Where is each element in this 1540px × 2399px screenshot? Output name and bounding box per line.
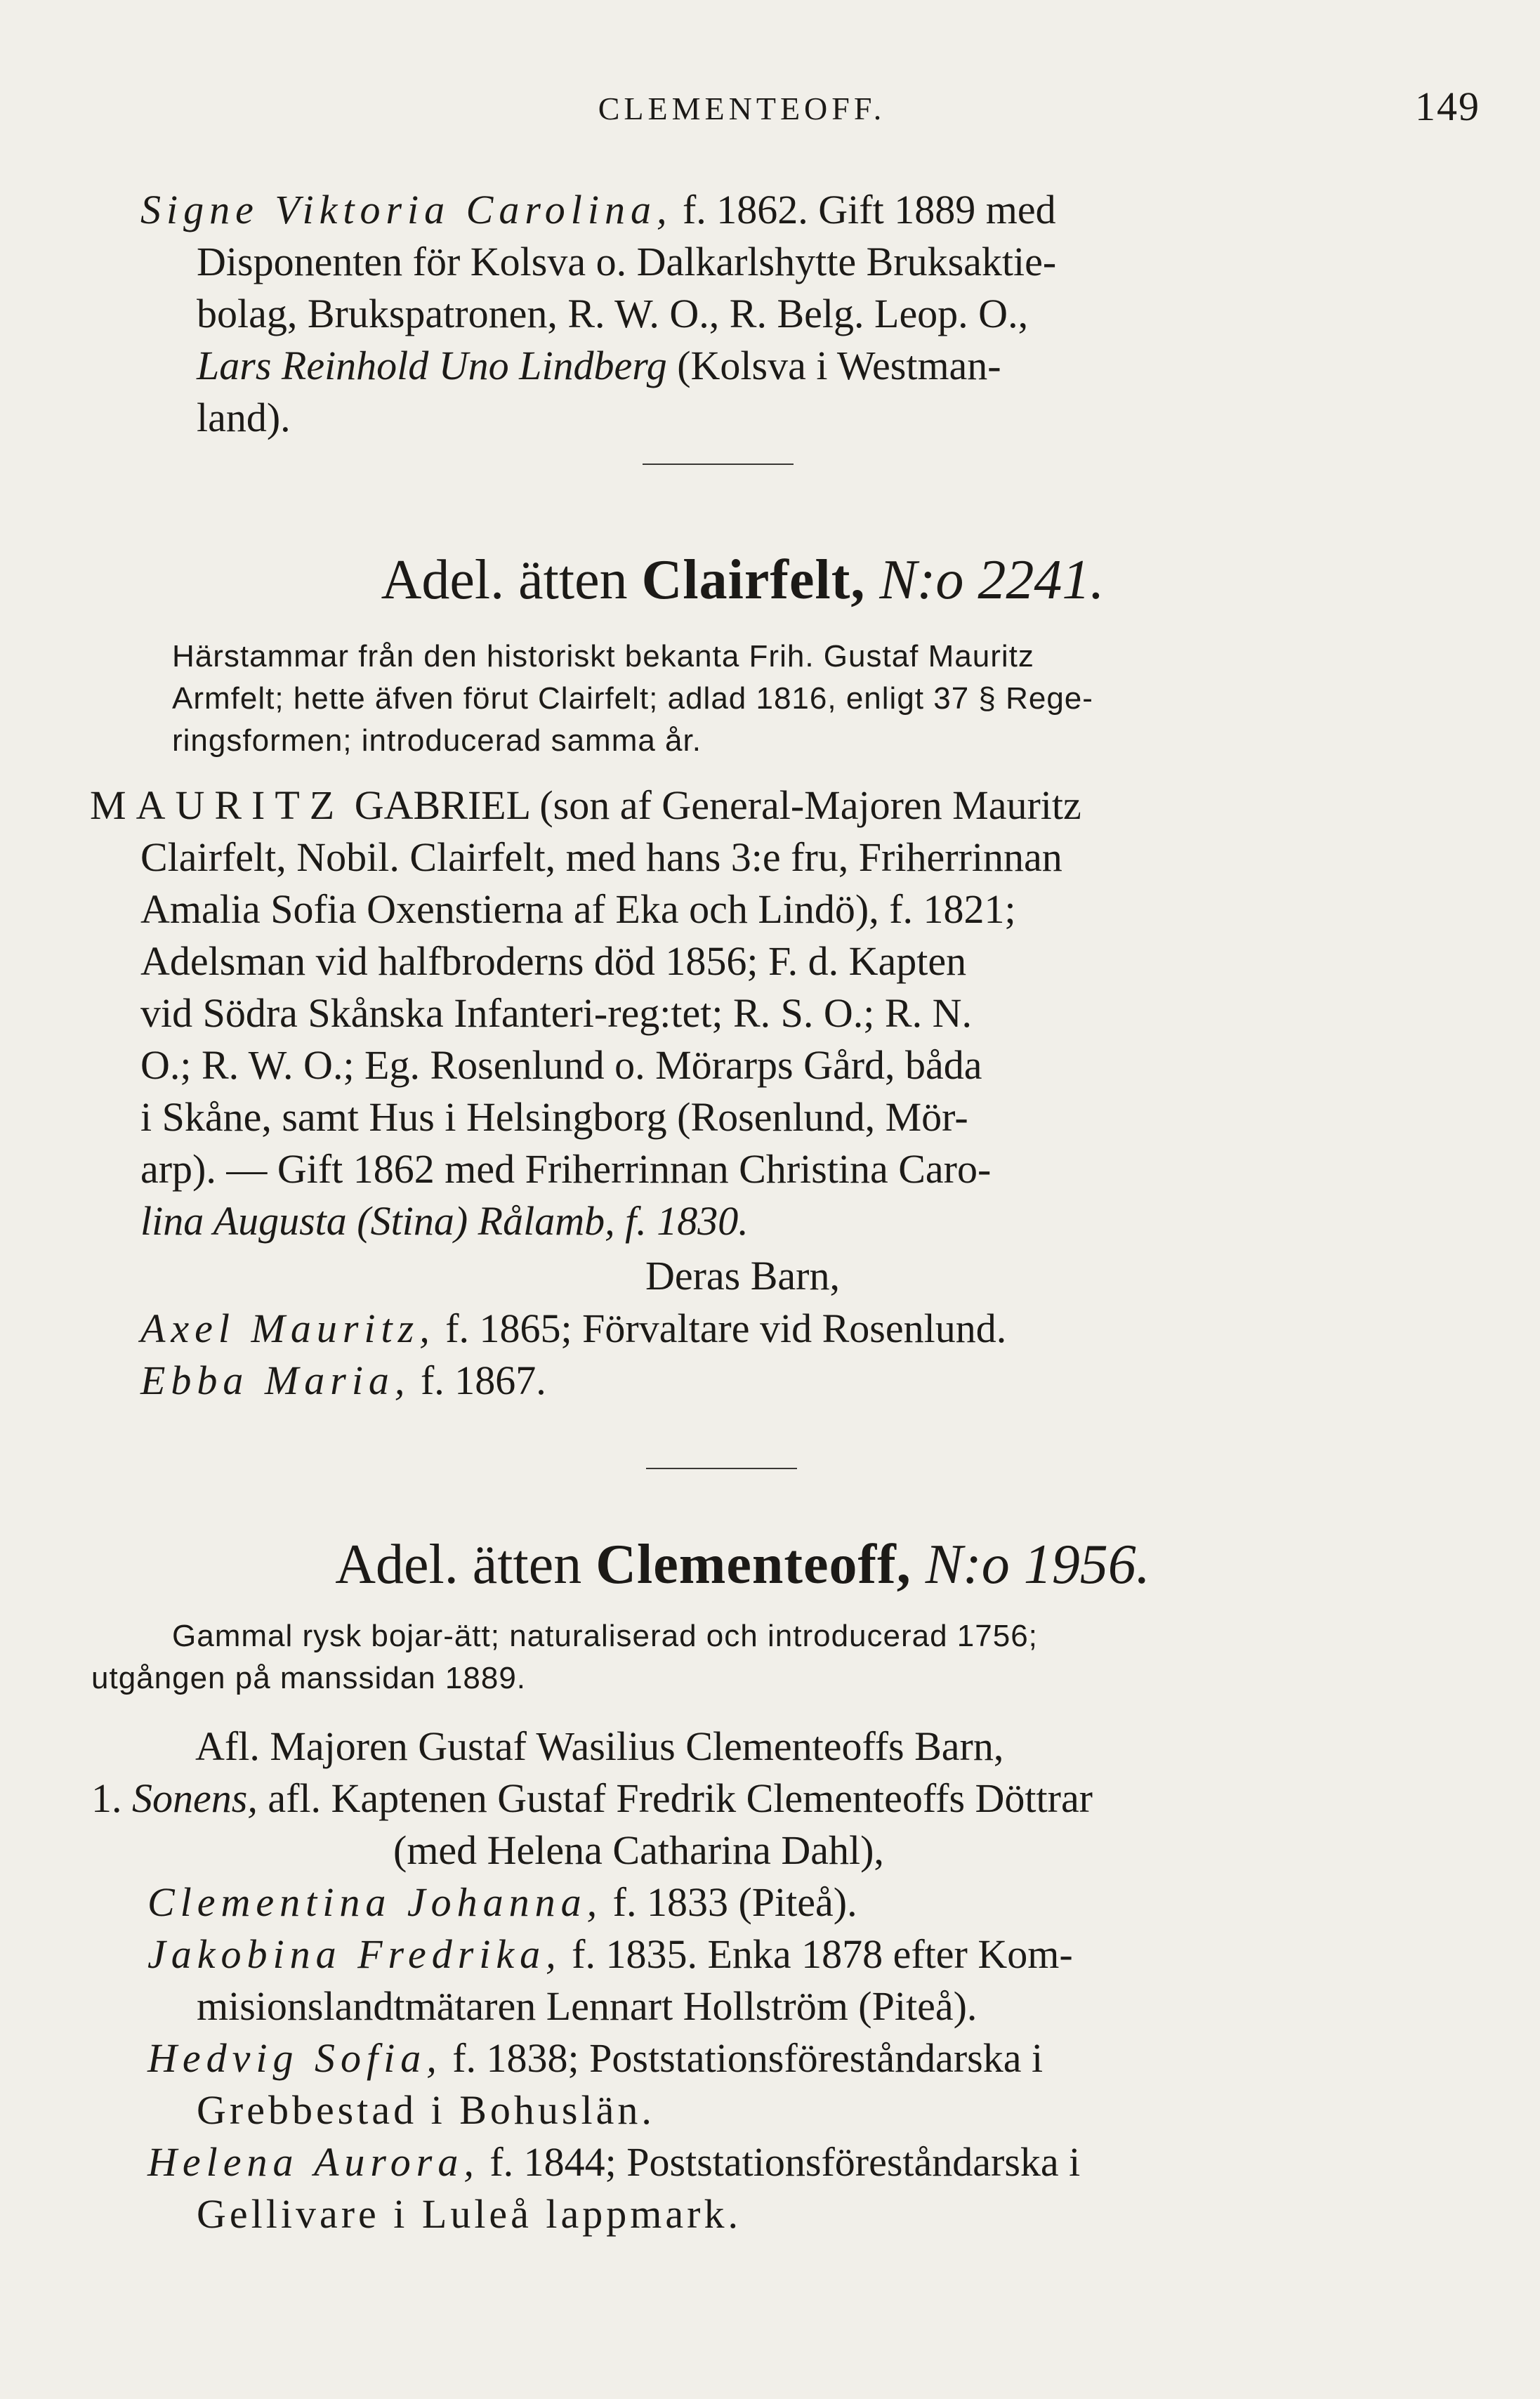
entry-line: O.; R. W. O.; Eg. Rosenlund o. Mörarps Gård, båda <box>140 1042 982 1088</box>
entry-line: Adelsman vid halfbroderns död 1856; F. d. Kapten <box>140 938 967 984</box>
origin-line: utgången på manssidan 1889. <box>91 1661 527 1695</box>
entry-line: vid Södra Skånska Infanteri-reg:tet; R. S. O.; R. N. <box>140 990 972 1036</box>
person-name: Clementina Johanna, <box>147 1879 603 1925</box>
family-number: N:o 2241. <box>879 549 1105 611</box>
entry-text: f. 1833 (Piteå). <box>603 1879 857 1925</box>
person-name: MAURITZ <box>90 782 345 828</box>
entry-text: f. 1838; Poststationsföreståndarska i <box>442 2035 1044 2081</box>
entry-signe <box>140 184 1345 444</box>
origin-line: Armfelt; hette äfven förut Clairfelt; adlad 1816, enligt 37 § Rege- <box>172 681 1093 716</box>
children-list-clairfelt <box>140 1303 1345 1407</box>
family-number: N:o 1956. <box>925 1534 1150 1596</box>
entry-mauritz-gabriel <box>90 780 1347 1247</box>
origin-line: Gammal rysk bojar-ätt; naturaliserad och introducerad 1756; <box>172 1619 1038 1653</box>
entry-line: lina Augusta (Stina) Rålamb, f. 1830. <box>140 1198 749 1244</box>
family-heading-clairfelt <box>140 546 1345 614</box>
entry-text: f. 1835. Enka 1878 efter Kom- <box>561 1931 1073 1977</box>
family-origin-clementeoff <box>91 1615 1355 1700</box>
heading-prefix: Adel. ätten <box>335 1534 582 1596</box>
person-name: Ebba Maria, <box>140 1358 411 1403</box>
page-header <box>140 83 1480 139</box>
entry-text: afl. Kaptenen Gustaf Fredrik Clementeoffs Döttrar <box>257 1775 1093 1821</box>
entry-text: f. 1862. Gift 1889 med <box>672 187 1056 232</box>
entry-line <box>140 340 1345 392</box>
entry-line: Disponenten för Kolsva o. Dalkarlshytte Bruksaktie- <box>197 239 1057 284</box>
lineage-line: Afl. Majoren Gustaf Wasilius Clementeoffs Barn, <box>195 1723 1004 1769</box>
children-heading: Deras Barn, <box>645 1253 840 1299</box>
daughter-entry <box>91 1928 1348 1980</box>
origin-line: Härstammar från den historiskt bekanta Frih. Gustaf Mauritz <box>172 639 1034 673</box>
origin-line: ringsformen; introducerad samma år. <box>172 723 702 758</box>
entry-line: land). <box>197 395 291 440</box>
entry-line: arp). — Gift 1862 med Friherrinnan Christina Caro- <box>140 1146 992 1192</box>
entry-line <box>140 184 1345 236</box>
lineage-line: (med Helena Catharina Dahl), <box>393 1827 884 1873</box>
lineage-label: Sonens, <box>132 1775 258 1821</box>
person-name: Lars Reinhold Uno Lindberg <box>197 343 667 388</box>
person-name: Hedvig Sofia, <box>147 2035 442 2081</box>
daughter-entry-cont: Gellivare i Luleå lappmark. <box>197 2191 742 2237</box>
list-number: 1. <box>91 1775 122 1821</box>
child-entry <box>140 1355 1345 1407</box>
person-name: Signe Viktoria Carolina, <box>140 187 673 232</box>
clementeoff-descendants <box>91 1721 1348 2240</box>
section-divider <box>643 464 794 465</box>
section-divider <box>646 1468 797 1469</box>
entry-text: GABRIEL (son af General-Majoren Mauritz <box>344 782 1081 828</box>
daughter-entry <box>91 1877 1348 1928</box>
person-name: Jakobina Fredrika, <box>147 1931 562 1977</box>
entry-line <box>90 780 1347 832</box>
entry-text: (Kolsva i Westman- <box>666 343 1001 388</box>
family-name: Clairfelt, <box>641 549 866 611</box>
page-number: 149 <box>1415 84 1480 129</box>
family-origin-clairfelt <box>172 636 1359 762</box>
daughter-entry-cont: Grebbestad i Bohuslän. <box>197 2087 655 2133</box>
entry-line: bolag, Brukspatronen, R. W. O., R. Belg. Leop. O., <box>197 291 1029 336</box>
family-name: Clementeoff, <box>595 1534 912 1596</box>
entry-text: f. 1865; Förvaltare vid Rosenlund. <box>435 1306 1007 1351</box>
daughter-entry <box>91 2032 1348 2084</box>
heading-prefix: Adel. ätten <box>381 549 628 611</box>
entry-line: Amalia Sofia Oxenstierna af Eka och Lindö), f. 1821; <box>140 886 1016 932</box>
entry-line: Clairfelt, Nobil. Clairfelt, med hans 3:e fru, Friherrinnan <box>140 834 1062 880</box>
daughter-entry <box>91 2136 1348 2188</box>
daughter-entry-cont: misionslandtmätaren Lennart Hollström (Piteå). <box>197 1983 978 2029</box>
family-heading-clementeoff <box>140 1531 1345 1598</box>
lineage-line <box>91 1773 1348 1825</box>
entry-text: f. 1867. <box>410 1358 546 1403</box>
child-entry <box>140 1303 1345 1355</box>
entry-line: i Skåne, samt Hus i Helsingborg (Rosenlund, Mör- <box>140 1094 968 1140</box>
person-name: Helena Aurora, <box>147 2139 480 2185</box>
person-name: Axel Mauritz, <box>140 1306 435 1351</box>
entry-text: f. 1844; Poststationsföreståndarska i <box>479 2139 1081 2185</box>
running-title: CLEMENTEOFF. <box>598 91 886 126</box>
